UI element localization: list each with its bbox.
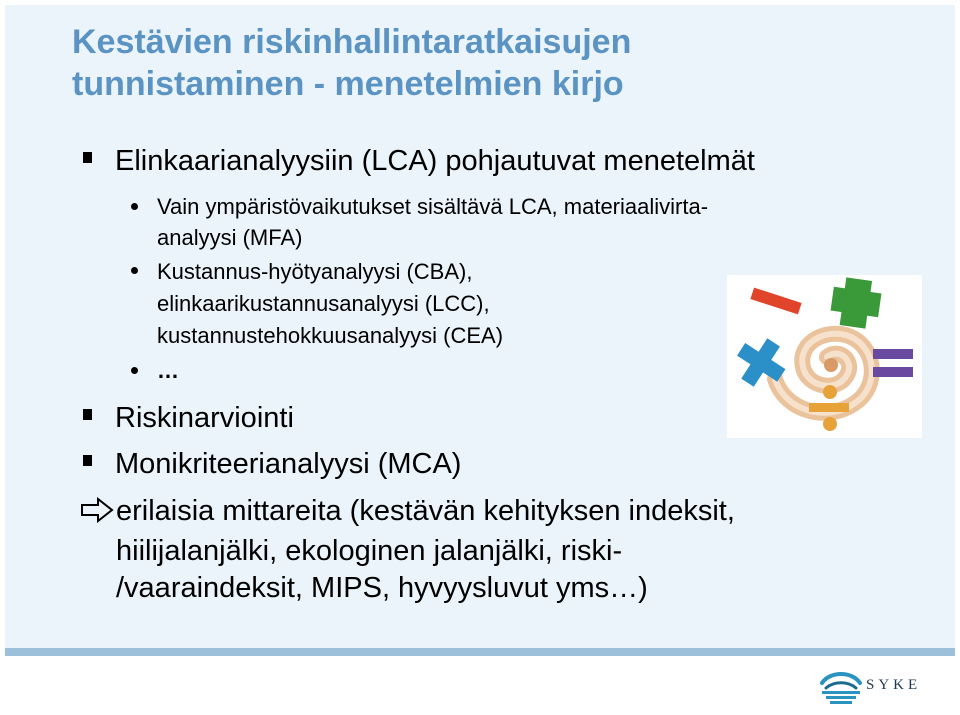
- sub-bullet-cost-line-2: elinkaarikustannusanalyysi (LCC),: [157, 291, 490, 316]
- bullet-mca: Monikriteerianalyysi (MCA): [115, 448, 462, 480]
- conclusion-line-1: erilaisia mittareita (kestävän kehityksen indeksit,: [116, 495, 735, 527]
- conclusion-line-2: hiilijalanjälki, ekologinen jalanjälki, riski-: [116, 535, 623, 567]
- syke-logo-icon: [818, 667, 864, 707]
- slide-title-line-1: Kestävien riskinhallintaratkaisujen: [72, 23, 632, 61]
- hollow-arrow-icon: [80, 497, 114, 523]
- bullet-risk-assessment: Riskinarviointi: [115, 402, 294, 434]
- slide-title-line-2: tunnistaminen - menetelmien kirjo: [72, 65, 624, 103]
- sub-bullet-ellipsis: …: [157, 358, 179, 383]
- syke-logo-text: SYKE: [866, 677, 922, 693]
- sub-bullet-lca-mfa-line-2: analyysi (MFA): [157, 225, 303, 250]
- conclusion-line-3: /vaaraindeksit, MIPS, hyvyysluvut yms…): [116, 572, 648, 604]
- square-bullet-icon: [83, 455, 92, 466]
- sub-bullet-lca-mfa-line-1: Vain ympäristövaikutukset sisältävä LCA, materiaalivirta-: [157, 194, 709, 219]
- sub-bullet-cost-line-1: Kustannus-hyötyanalyysi (CBA),: [157, 259, 473, 284]
- bullet-lca-methods: Elinkaarianalyysiin (LCA) pohjautuvat menetelmät: [115, 145, 755, 177]
- slide-bottom-line: [5, 648, 955, 656]
- round-bullet-icon: [131, 267, 138, 274]
- sub-bullet-cost-line-3: kustannustehokkuusanalyysi (CEA): [157, 323, 504, 348]
- square-bullet-icon: [83, 152, 92, 163]
- math-operators-clipart: [727, 275, 922, 438]
- square-bullet-icon: [83, 409, 92, 420]
- round-bullet-icon: [131, 367, 138, 374]
- round-bullet-icon: [131, 203, 138, 210]
